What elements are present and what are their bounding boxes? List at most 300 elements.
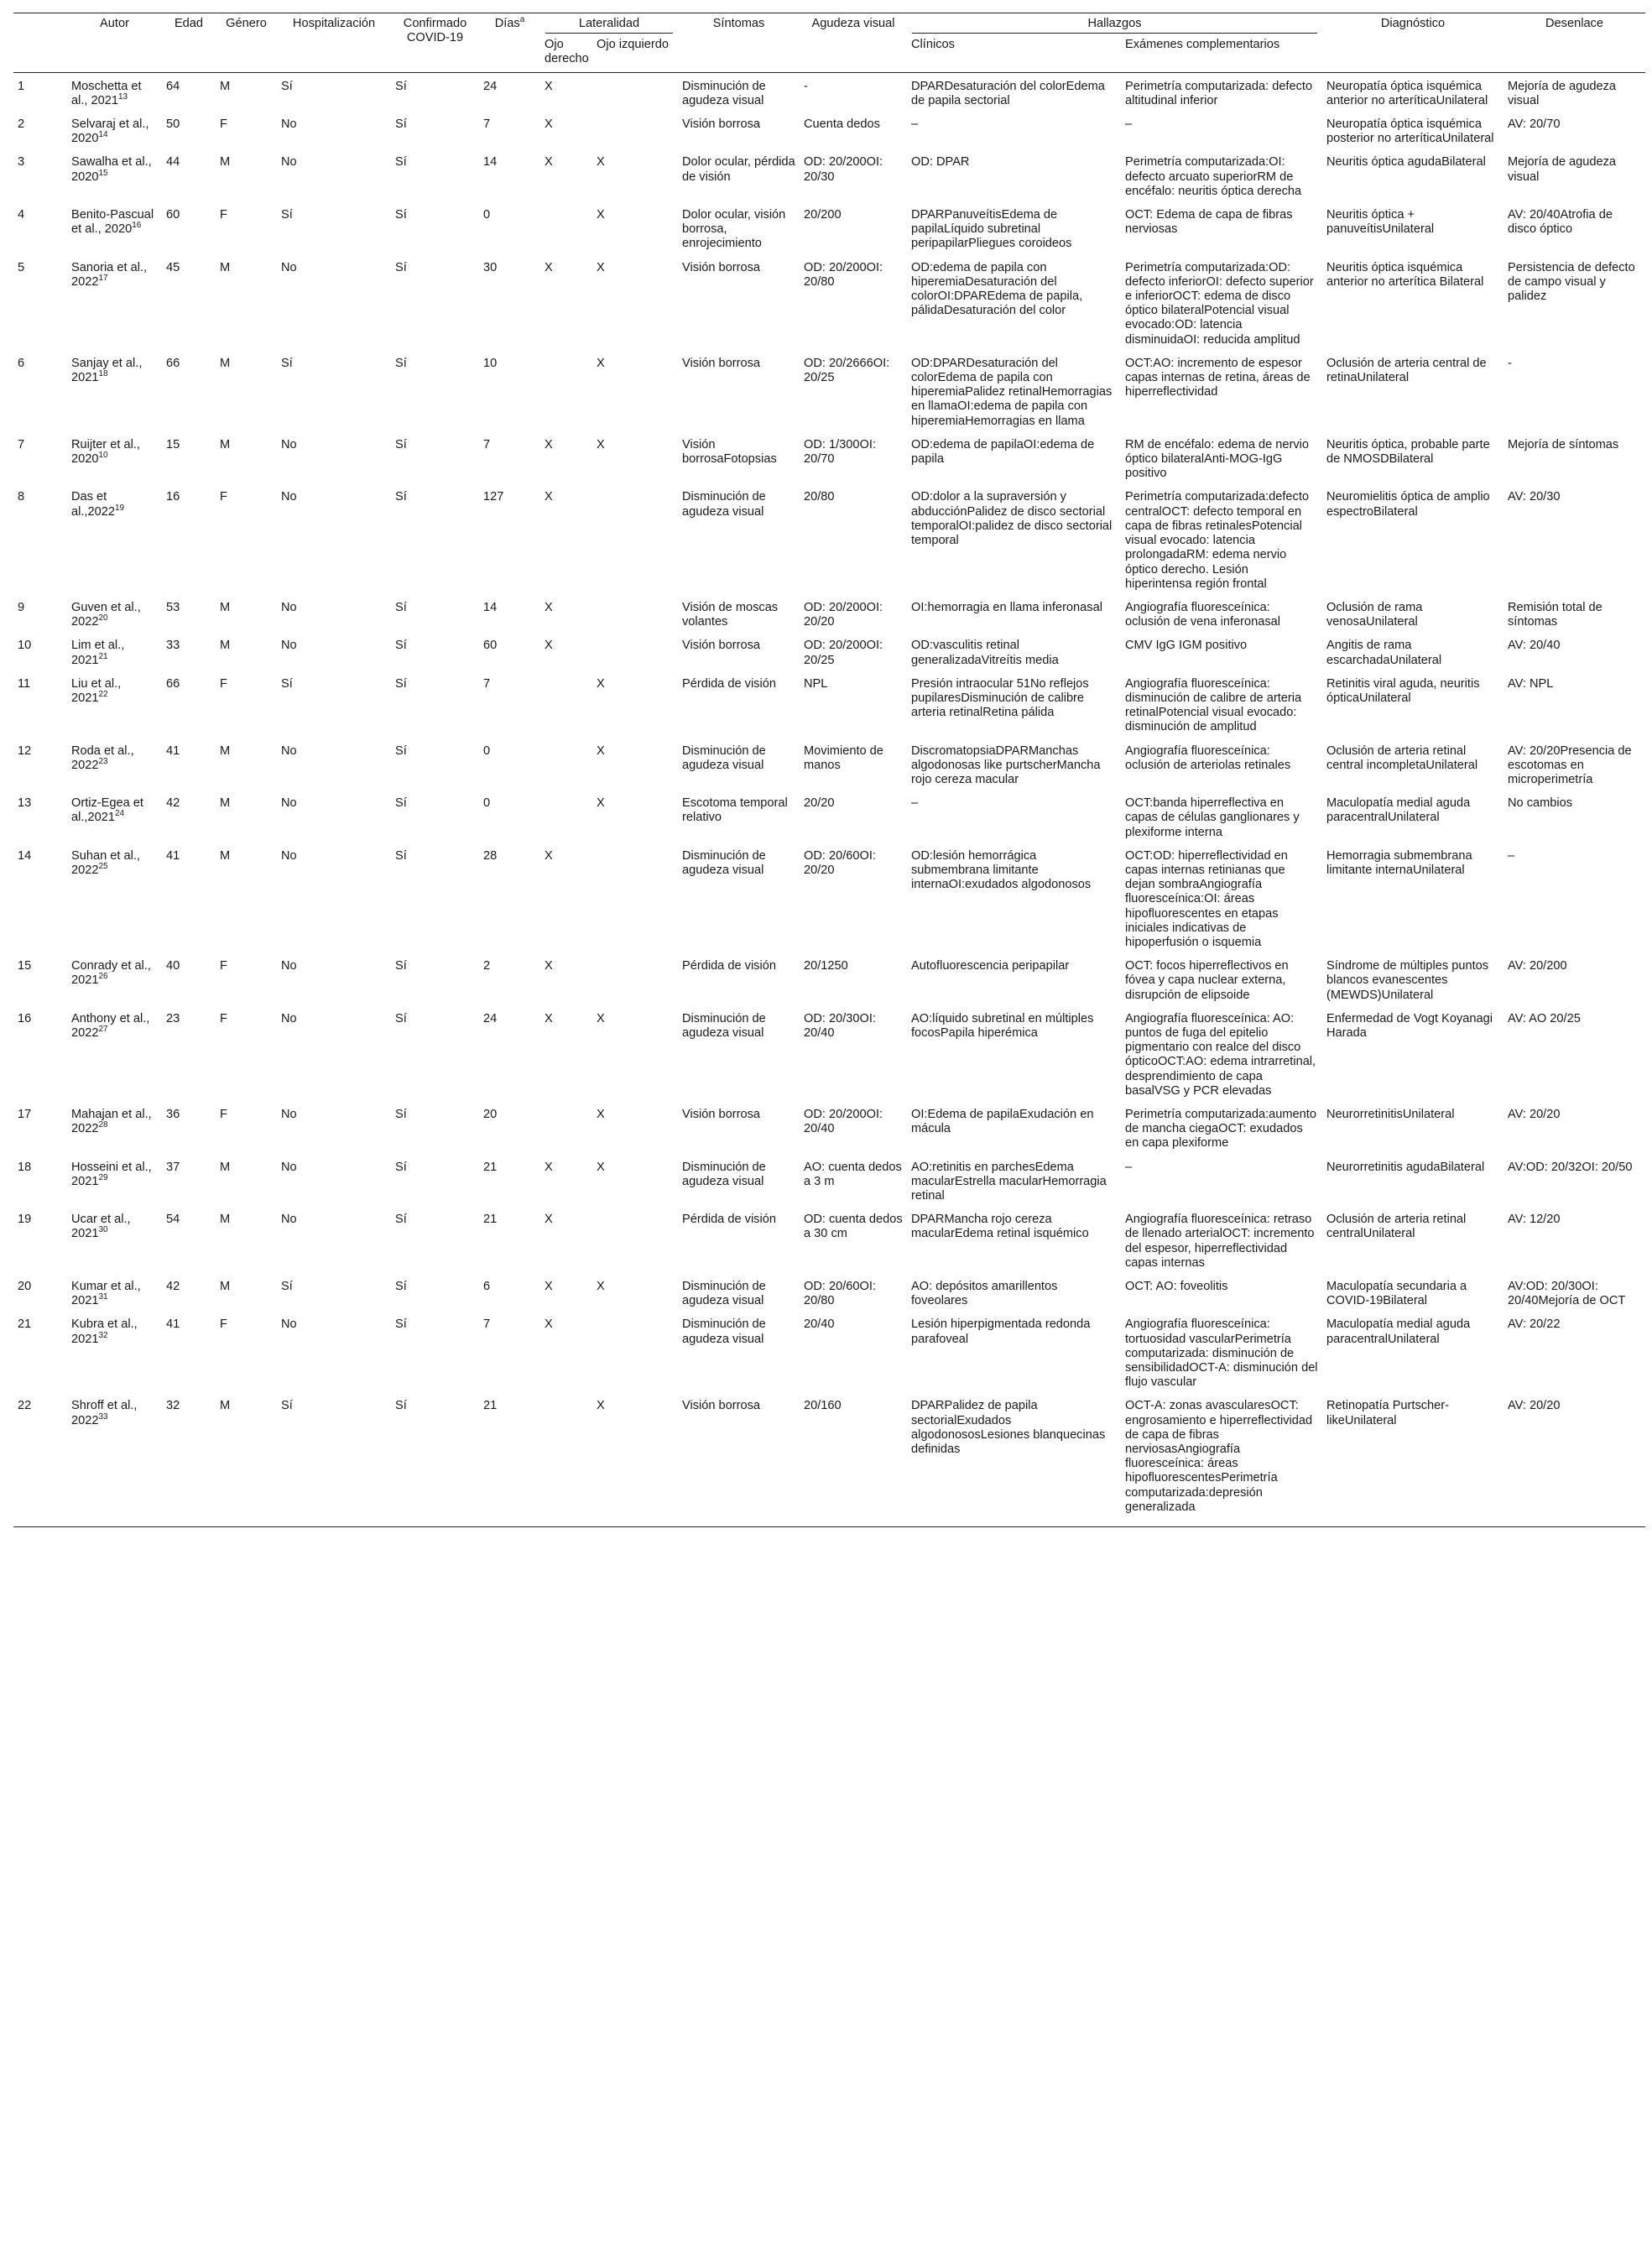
cell-desenlace: Mejoría de agudeza visual [1508,155,1616,184]
cell-row-number: 2 [18,117,25,132]
cell-genero: M [220,260,231,274]
cell-row-number: 8 [18,490,25,504]
cell-diagnostico: Neurorretinitis agudaBilateral [1326,1160,1485,1174]
cell-desenlace: AV: 20/70 [1508,117,1561,132]
table-row [13,72,1645,111]
cell-confirmado: Sí [395,356,407,370]
header-hallazgos: Hallazgos [907,13,1322,34]
cell-agudeza: OD: 20/200OI: 20/30 [804,155,883,184]
cell-confirmado: Sí [395,959,407,973]
header-ojo-derecho: Ojo derecho [540,34,592,72]
header-dias-footnote: a [519,15,525,25]
cell-hallazgos-clinicos: – [911,117,919,132]
cell-diagnostico: Neuromielitis óptica de amplio espectroBilateral [1326,490,1490,519]
cell-hallazgos-clinicos: DPARDesaturación del colorEdema de papila sectorial [911,79,1105,107]
cell-agudeza: OD: 20/60OI: 20/20 [804,848,876,877]
cell-diagnostico: Neuropatía óptica isquémica anterior no arteríticaUnilateral [1326,79,1488,107]
cell-edad: 42 [166,796,180,811]
cell-confirmado: Sí [395,1011,407,1025]
cell-agudeza: OD: 20/60OI: 20/80 [804,1280,876,1308]
cell-dias: 6 [483,1280,491,1294]
autor-text: Lim et al., 2021 [71,639,125,667]
cell-examenes: Angiografía fluoresceínica: tortuosidad vascularPerimetría computarizada: disminución de sensibilidadOCT-A: disminución del flujo vascular [1125,1317,1318,1390]
cell-desenlace: AV: 12/20 [1508,1213,1561,1227]
table-row [13,1101,1645,1154]
table-row [13,670,1645,738]
cell-edad: 40 [166,959,180,973]
cell-edad: 23 [166,1011,180,1025]
reference-number: 17 [98,273,108,283]
cell-agudeza: 20/20 [804,796,835,811]
cell-genero: F [220,208,227,222]
table-row [13,111,1645,149]
case-table [13,13,1645,1527]
cell-ojo-derecho: X [545,260,553,274]
cell-edad: 53 [166,600,180,614]
cell-examenes: OCT:AO: incremento de espesor capas internas de retina, áreas de hiperreflectividad [1125,356,1311,399]
cell-hospitalizacion: No [281,1160,297,1174]
cell-hallazgos-clinicos: OD:dolor a la supraversión y abducciónPalidez de disco sectorial temporalOI:palidez de disco sectorial temporal [911,490,1113,548]
cell-ojo-izquierdo: X [597,1011,605,1025]
cell-genero: M [220,79,231,93]
cell-edad: 60 [166,208,180,222]
cell-desenlace: AV: NPL [1508,676,1554,691]
cell-agudeza: 20/80 [804,490,835,504]
cell-ojo-derecho: X [545,639,553,653]
reference-number: 21 [98,651,108,661]
cell-desenlace: AV:OD: 20/32OI: 20/50 [1508,1160,1633,1174]
cell-edad: 41 [166,848,180,863]
cell-ojo-derecho: X [545,1011,553,1025]
cell-autor [67,431,162,484]
autor-text: Liu et al., 2021 [71,676,122,705]
cell-desenlace: AV: 20/22 [1508,1317,1561,1332]
cell-hospitalizacion: No [281,796,297,811]
cell-agudeza: OD: 1/300OI: 20/70 [804,437,876,467]
cell-desenlace: AV: 20/40 [1508,639,1561,653]
cell-sintomas: Visión borrosa [682,356,761,370]
cell-confirmado: Sí [395,437,407,451]
autor-text: Roda et al., 2022 [71,744,134,772]
cell-confirmado: Sí [395,1213,407,1227]
reference-number: 30 [98,1225,108,1235]
cell-autor [67,1005,162,1101]
cell-hospitalizacion: No [281,959,297,973]
cell-ojo-izquierdo: X [597,155,605,170]
reference-number: 15 [98,168,108,178]
cell-sintomas: Disminución de agudeza visual [682,1160,766,1188]
cell-autor [67,483,162,593]
cell-confirmado: Sí [395,117,407,132]
cell-hospitalizacion: No [281,600,297,614]
cell-autor [67,72,162,111]
cell-row-number: 12 [18,744,32,758]
cell-desenlace: No cambios [1508,796,1573,811]
cell-genero: M [220,437,231,451]
cell-examenes: OCT: AO: foveolitis [1125,1280,1228,1294]
cell-ojo-izquierdo [592,1311,678,1392]
cell-diagnostico: Maculopatía secundaria a COVID-19Bilateral [1326,1280,1467,1308]
cell-sintomas: Dolor ocular, visión borrosa, enrojecimiento [682,208,786,251]
header-dias-label: Días [494,17,520,30]
cell-ojo-izquierdo: X [592,1392,678,1526]
cell-genero: F [220,117,227,132]
cell-row-number: 5 [18,260,25,274]
cell-diagnostico: Maculopatía medial aguda paracentralUnilateral [1326,1317,1471,1346]
cell-sintomas: Visión borrosa [682,639,761,653]
header-number [13,13,67,73]
cell-sintomas: Pérdida de visión [682,959,776,973]
cell-agudeza: 20/160 [800,1392,907,1526]
cell-dias: 127 [483,490,504,504]
header-genero: Género [216,13,277,73]
header-autor: Autor [67,13,162,73]
cell-agudeza: OD: 20/200OI: 20/80 [804,260,883,289]
cell-hallazgos-clinicos: OD: DPAR [911,155,970,170]
header-row [13,13,1645,34]
table-row [13,149,1645,201]
autor-text: Kumar et al., 2021 [71,1280,141,1308]
cell-examenes: OCT: Edema de capa de fibras nerviosas [1125,208,1293,237]
cell-hallazgos-clinicos: DPARMancha rojo cereza macularEdema retinal isquémico [911,1213,1089,1241]
cell-row-number: 3 [18,155,25,170]
cell-agudeza: Movimiento de manos [804,744,883,772]
table-row [13,254,1645,350]
cell-desenlace: Mejoría de síntomas [1508,437,1619,451]
reference-number: 31 [98,1292,108,1302]
cell-hospitalizacion: Sí [281,676,293,691]
table-row [13,1206,1645,1273]
table-row [13,1311,1645,1392]
cell-autor [67,738,162,790]
cell-ojo-izquierdo: X [597,208,605,222]
cell-desenlace: – [1508,848,1515,863]
cell-examenes: Angiografía fluoresceínica: oclusión de vena inferonasal [1125,600,1280,629]
autor-text: Ruijter et al., 2020 [71,437,140,467]
reference-number: 16 [132,221,142,231]
cell-row-number: 1 [18,79,25,93]
cell-desenlace: AV: 20/20 [1508,1108,1561,1121]
cell-autor [67,1101,162,1154]
cell-diagnostico: Neuropatía óptica isquémica posterior no arteríticaUnilateral [1326,117,1494,146]
cell-confirmado: Sí [395,639,407,653]
cell-agudeza: NPL [804,676,828,691]
cell-agudeza: - [804,79,808,93]
cell-agudeza: OD: 20/200OI: 20/20 [804,600,883,629]
autor-text: Kubra et al., 2021 [71,1317,138,1346]
cell-ojo-derecho: X [545,1213,553,1227]
cell-dias: 24 [483,79,498,93]
cell-hospitalizacion: No [281,848,297,863]
cell-desenlace: AV: AO 20/25 [1508,1011,1581,1025]
table-row [13,201,1645,254]
table-row [13,1154,1645,1207]
cell-edad: 50 [166,117,180,132]
cell-desenlace: AV: 20/40Atrofia de disco óptico [1508,208,1613,237]
cell-dias: 28 [483,848,498,863]
cell-confirmado: Sí [395,260,407,274]
cell-autor [67,952,162,1005]
cell-edad: 41 [166,1317,180,1332]
cell-autor [67,1311,162,1392]
cell-sintomas: Pérdida de visión [682,676,776,691]
cell-agudeza: OD: cuenta dedos a 30 cm [804,1213,903,1241]
cell-ojo-derecho [540,1392,592,1526]
cell-row-number: 10 [18,639,32,653]
cell-diagnostico: Retinitis viral aguda, neuritis ópticaUnilateral [1326,676,1480,705]
cell-sintomas: Visión borrosa [682,117,761,132]
cell-sintomas: Visión borrosa [682,260,761,274]
header-lateralidad: Lateralidad [540,13,678,34]
cell-hallazgos-clinicos: Autofluorescencia peripapilar [911,959,1070,973]
cell-ojo-izquierdo [592,111,678,149]
cell-sintomas: Visión de moscas volantes [682,600,779,629]
cell-hallazgos-clinicos: Presión intraocular 51No reflejos pupilaresDisminución de calibre arteria retinalRetina pálida [911,676,1089,720]
header-diagnostico: Diagnóstico [1322,13,1503,73]
cell-ojo-derecho [540,1101,592,1154]
header-hospitalizacion: Hospitalización [277,13,391,73]
table-row [13,843,1645,952]
cell-hospitalizacion: No [281,260,297,274]
cell-autor [67,201,162,254]
cell-confirmado: Sí [395,79,407,93]
cell-autor [67,594,162,632]
cell-examenes: RM de encéfalo: edema de nervio óptico bilateralAnti-MOG-IgG positivo [1125,437,1310,481]
cell-agudeza: OD: 20/2666OI: 20/25 [804,356,890,385]
table-row [13,790,1645,843]
cell-genero: M [216,1392,277,1526]
cell-agudeza: 20/40 [804,1317,835,1332]
cell-hallazgos-clinicos: DPARPanuveítisEdema de papilaLíquido subretinal peripapilarPliegues coroideos [911,208,1072,251]
cell-hospitalizacion: No [281,155,297,170]
cell-autor [67,350,162,431]
cell-agudeza: OD: 20/200OI: 20/40 [804,1108,883,1136]
cell-examenes: OCT:OD: hiperreflectividad en capas internas retinianas que dejan sombraAngiografía fluoresceínica:OI: áreas hipofluorescentes en etapas iniciales indicativas de hipoperfusión o isquemia [1125,848,1288,949]
cell-desenlace: Remisión total de síntomas [1508,600,1602,629]
cell-ojo-izquierdo [592,72,678,111]
cell-hallazgos-clinicos: – [911,796,919,811]
cell-confirmado: Sí [395,796,407,811]
cell-genero: F [220,676,227,691]
cell-hallazgos-clinicos: AO:retinitis en parchesEdema macularEstrella macularHemorragia retinal [911,1160,1107,1203]
cell-desenlace: AV:OD: 20/30OI: 20/40Mejoría de OCT [1508,1280,1626,1308]
cell-diagnostico: Hemorragia submembrana limitante internaUnilateral [1326,848,1472,877]
cell-examenes: CMV IgG IGM positivo [1125,639,1248,653]
cell-row-number: 13 [18,796,32,811]
cell-edad: 42 [166,1280,180,1294]
header-edad: Edad [162,13,216,73]
cell-ojo-derecho: X [545,437,553,451]
cell-dias: 14 [483,155,498,170]
cell-agudeza: 20/200 [804,208,842,222]
header-agudeza: Agudeza visual [800,13,907,73]
reference-number: 24 [114,809,125,819]
cell-hallazgos-clinicos: AO: depósitos amarillentos foveolares [911,1280,1058,1308]
cell-sintomas: Dolor ocular, pérdida de visión [682,155,795,184]
cell-desenlace: AV: 20/200 [1508,959,1567,973]
reference-number: 10 [98,451,108,461]
cell-confirmado: Sí [395,1108,407,1121]
cell-sintomas: Visión borrosa [682,1108,761,1121]
cell-hallazgos-clinicos: OI:hemorragia en llama inferonasal [911,600,1102,614]
table-row [13,738,1645,790]
cell-autor [67,843,162,952]
cell-autor [67,632,162,670]
cell-ojo-derecho: X [545,155,553,170]
cell-ojo-izquierdo [592,632,678,670]
cell-ojo-izquierdo [592,843,678,952]
reference-number: 33 [98,1411,108,1422]
cell-ojo-izquierdo [592,594,678,632]
cell-genero: M [220,600,231,614]
cell-dias: 0 [483,796,491,811]
autor-text: Shroff et al., 2022 [71,1399,138,1427]
cell-examenes: – [1125,117,1133,132]
cell-diagnostico: Oclusión de arteria retinal central incompletaUnilateral [1326,744,1478,772]
cell-edad: 32 [162,1392,216,1526]
cell-edad: 37 [166,1160,180,1174]
autor-text: Guven et al., 2022 [71,600,141,629]
cell-row-number: 21 [18,1317,32,1332]
cell-dias: 0 [483,744,491,758]
cell-examenes: OCT-A: zonas avascularesOCT: engrosamiento e hiperreflectividad de capa de fibras nerviosasAngiografía fluoresceínica: áreas hipofluorescentesPerimetría computarizada:depresión generalizada [1121,1392,1322,1526]
cell-dias: 21 [483,1213,498,1227]
cell-examenes: Perimetría computarizada:aumento de mancha ciegaOCT: exudados en capa plexiforme [1125,1108,1316,1150]
cell-autor [67,1273,162,1311]
reference-number: 20 [98,613,108,624]
cell-sintomas: Disminución de agudeza visual [682,1280,766,1308]
cell-examenes: Perimetría computarizada:OI: defecto arcuato superiorRM de encéfalo: neuritis óptica derecha [1125,155,1302,198]
cell-sintomas: Pérdida de visión [682,1213,776,1227]
table-row [13,1273,1645,1311]
reference-number: 28 [98,1120,108,1130]
cell-ojo-izquierdo [592,483,678,593]
autor-text: Moschetta et al., 2021 [71,79,142,107]
cell-examenes: Angiografía fluoresceínica: oclusión de arteriolas retinales [1125,744,1291,772]
cell-hospitalizacion: No [281,1213,297,1227]
cell-confirmado: Sí [395,155,407,170]
cell-diagnostico: Neuritis óptica agudaBilateral [1326,155,1486,170]
cell-hospitalizacion: No [281,1011,297,1025]
reference-number: 22 [98,690,108,700]
table-body [13,72,1645,1526]
cell-ojo-derecho: X [545,79,553,93]
cell-sintomas: Disminución de agudeza visual [682,744,766,772]
cell-confirmado: Sí [395,490,407,504]
cell-hallazgos-clinicos: OD:lesión hemorrágica submembrana limitante internaOI:exudados algodonosos [911,848,1092,892]
cell-sintomas: Disminución de agudeza visual [682,79,766,107]
cell-ojo-derecho: X [545,1280,553,1294]
cell-ojo-derecho [540,350,592,431]
cell-row-number: 6 [18,356,25,370]
cell-confirmado: Sí [395,1160,407,1174]
cell-genero: M [220,155,231,170]
table-row [13,483,1645,593]
reference-number: 13 [118,91,128,102]
cell-sintomas: Visión borrosa [678,1392,800,1526]
cell-hospitalizacion: Sí [281,1280,293,1294]
cell-examenes: Angiografía fluoresceínica: retraso de llenado arterialOCT: incremento del espesor, hiperreflectividad capas internas [1125,1213,1315,1270]
autor-text: Sawalha et al., 2020 [71,155,152,184]
autor-text: Benito-Pascual et al., 2020 [71,208,154,237]
cell-ojo-izquierdo: X [597,744,605,758]
cell-hallazgos-clinicos: OI:Edema de papilaExudación en mácula [911,1108,1094,1136]
cell-edad: 64 [166,79,180,93]
cell-edad: 15 [166,437,180,451]
cell-edad: 45 [166,260,180,274]
cell-hospitalizacion: No [281,490,297,504]
autor-text: Sanoria et al., 2022 [71,260,148,289]
cell-row-number: 16 [18,1011,32,1025]
cell-autor [67,1154,162,1207]
cell-genero: M [220,1213,231,1227]
cell-sintomas: Visión borrosaFotopsias [682,437,777,467]
autor-text: Sanjay et al., 2021 [71,356,143,385]
cell-dias: 20 [483,1108,498,1121]
cell-hospitalizacion: No [281,437,297,451]
cell-diagnostico: NeurorretinitisUnilateral [1326,1108,1455,1121]
reference-number: 32 [98,1330,108,1340]
cell-confirmado: Sí [395,744,407,758]
cell-ojo-derecho: X [545,848,553,863]
cell-ojo-izquierdo: X [597,260,605,274]
cell-confirmado: Sí [395,208,407,222]
cell-diagnostico: Neuritis óptica, probable parte de NMOSDBilateral [1326,437,1490,467]
autor-text: Selvaraj et al., 2020 [71,117,149,146]
cell-examenes: Perimetría computarizada:OD: defecto inferiorOI: defecto superior e inferiorOCT: edema de disco óptico bilateralPotencial visual evocado:OD: latencia disminuidaOI: reducida amplitud [1125,260,1314,347]
cell-confirmado: Sí [395,848,407,863]
cell-ojo-derecho [540,790,592,843]
cell-genero: M [220,796,231,811]
autor-text: Hosseini et al., 2021 [71,1160,152,1188]
cell-ojo-izquierdo: X [597,356,605,370]
cell-row-number: 9 [18,600,25,614]
cell-ojo-izquierdo [592,952,678,1005]
autor-text: Anthony et al., 2022 [71,1011,150,1040]
cell-examenes: OCT:banda hiperreflectiva en capas de células ganglionares y plexiforme interna [1125,796,1300,839]
cell-ojo-derecho [540,201,592,254]
cell-genero: F [220,1108,227,1121]
cell-edad: 54 [166,1213,180,1227]
cell-diagnostico: Oclusión de rama venosaUnilateral [1326,600,1423,629]
cell-diagnostico: Oclusión de arteria retinal centralUnilateral [1326,1213,1467,1241]
cell-edad: 33 [166,639,180,653]
cell-edad: 66 [166,676,180,691]
cell-edad: 44 [166,155,180,170]
cell-dias: 30 [483,260,498,274]
cell-hospitalizacion: Sí [281,79,293,93]
cell-row-number: 11 [18,676,31,691]
reference-number: 18 [98,369,108,379]
cell-ojo-derecho: X [545,600,553,614]
cell-edad: 36 [166,1108,180,1121]
cell-hospitalizacion: No [281,1317,297,1332]
cell-diagnostico: Enfermedad de Vogt Koyanagi Harada [1326,1011,1493,1040]
cell-edad: 41 [166,744,180,758]
cell-ojo-derecho: X [545,1317,553,1332]
cell-genero: F [220,1317,227,1332]
cell-genero: M [220,1280,231,1294]
autor-text: Ucar et al., 2021 [71,1213,131,1241]
table-row [13,431,1645,484]
cell-hallazgos-clinicos: DiscromatopsiaDPARManchas algodonosas like purtscherMancha rojo cereza macular [911,744,1101,786]
cell-desenlace: Mejoría de agudeza visual [1508,79,1616,107]
cell-hallazgos-clinicos: OD:edema de papila con hiperemiaDesaturación del colorOI:DPAREdema de papila, pálidaDesaturación del color [911,260,1083,318]
cell-dias: 7 [483,676,491,691]
cell-row-number: 18 [18,1160,32,1174]
cell-agudeza: OD: 20/30OI: 20/40 [804,1011,876,1040]
reference-number: 14 [98,130,108,140]
